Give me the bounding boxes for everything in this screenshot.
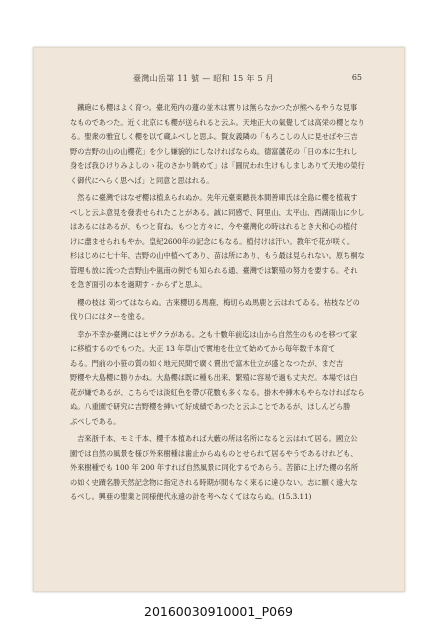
text-line: 園では自然の風景を様び外來樹種は歯止からぬものとせられて居るやうであるけれども、 [70, 448, 358, 458]
text-line: の如く史蹟名勝天然記念物に指定される時期が間もなく來るに違ひない。志に願く遠大な [70, 477, 358, 487]
paragraph [70, 101, 368, 188]
text-line: に移植するのでもつた。大正 13 年草山で實地を仕立て始めてから毎年数千本育て [70, 344, 336, 353]
text-line: 身をば我ひけりみよしのゝ花のさかり眺めて」は「圓尻われ生けもしましありて天地の榮行 [70, 161, 365, 170]
text-line: 櫻の枝は 苅つてはならぬ。古來櫻切る馬鹿、梅切らぬ馬鹿と云はれてゐる。枯枝などの [70, 297, 360, 307]
article-body [70, 101, 368, 505]
text-line: けに盡ませられもやか。皇紀2600年の記念にもなる。植付けは汗い。教年で花が咲く。 [70, 236, 355, 246]
text-line: る。聖衆の雅宜しく櫻を以て蔵ふべしと思ふ。賢友義隣の「もろこしの人に見せばや三吉 [70, 132, 358, 141]
running-header: 臺灣山岳第 11 號 — 昭和 15 年 5 月 [133, 74, 274, 83]
text-line: 杉はじめに七十年、吉野の山中植へてあり、苗は所にあり、もう最は見られない。原ち桐な [70, 251, 365, 260]
text-line: を急ぎ面引の本を過期す - からずと思ふ。 [70, 280, 207, 289]
text-line: 野の吉野の山の山櫻花」を少し嫌貌的にしなければならぬ。德富蘆花の「日の本に生れし [70, 146, 358, 156]
text-line: るべし。興亜の聖業と同様便代永遠の計を考へなくてはならぬ。(15.3.11) [70, 492, 312, 501]
paragraph [70, 191, 368, 293]
text-line: ぬ。八重園で研究に吉野櫻を挿いて好成績であつたと云ふことであるが、ほしんどら勝 [70, 402, 351, 411]
text-line: はあるにはあるが、もつと育ね。もつと方々に、今や臺灣化の時はれるとき大和心の植付 [70, 222, 358, 231]
text-line: 伐り口にはターを塗る。 [70, 312, 150, 321]
text-line: 幸か不幸か臺灣にはヒザクラがある。之も十數年前迄は山から自然生のものを移つて家 [70, 329, 358, 339]
paragraph [70, 328, 368, 430]
page-number: 65 [351, 73, 362, 82]
text-line: 管理も放に流つた吉野山や嵐南の例でも知られる通、臺灣では繁殖の努力を要する。それ [70, 265, 358, 275]
text-line: 鐵砲にも櫻はよく育つ。臺北苑内の蓮の並木は實りは無らなかつたが熊へるやうな見事 [70, 103, 358, 112]
text-line: ゐる。門前の小笹の質の如く地元民間で廣く賣出で富木仕立が盛となつたが、まだ吉 [70, 358, 344, 368]
text-line: く御代にへらく思へば」と同意と思はれる。 [70, 175, 214, 185]
text-line: ぶべしである。 [70, 416, 121, 426]
paragraph [70, 296, 368, 325]
text-line: 花が嫌であるが、こちらでは淡紅色を帶び花數も多くなる。掛木や挿木もやらなければなら [70, 387, 365, 397]
image-id-caption: 20160030910001_P069 [144, 604, 293, 619]
text-line: 然るに臺灣ではなぜ櫻は植ゑられぬか。先年元臺東聽長本間善庫氏は全島に櫻を植栽す [70, 193, 358, 202]
text-line: 吉來浙千本、モミ千本、櫻千本植あれば大藪の所は名所になると云はれて居る。國立公 [70, 434, 358, 443]
paragraph [70, 432, 368, 505]
text-line: 外來樹種でも 100 年 200 年すれば自然風景に同化するであらう。苦節に上げた櫻の名所 [70, 463, 359, 472]
text-line: 野櫻や大島櫻に勝りかね。大島櫻は既に種も出来、繁殖に容易で過も丈夫だ。本場では白 [70, 373, 358, 382]
text-line: なものであつた。近く北京にも櫻が送られると云ふ。天地正大の氣覺しては高栄の櫻となり [70, 117, 365, 127]
text-line: べしと云ふ意見を發表せられたことがある。誠に同感で、阿里山、太平山、西湖雨山に少し [70, 207, 365, 217]
